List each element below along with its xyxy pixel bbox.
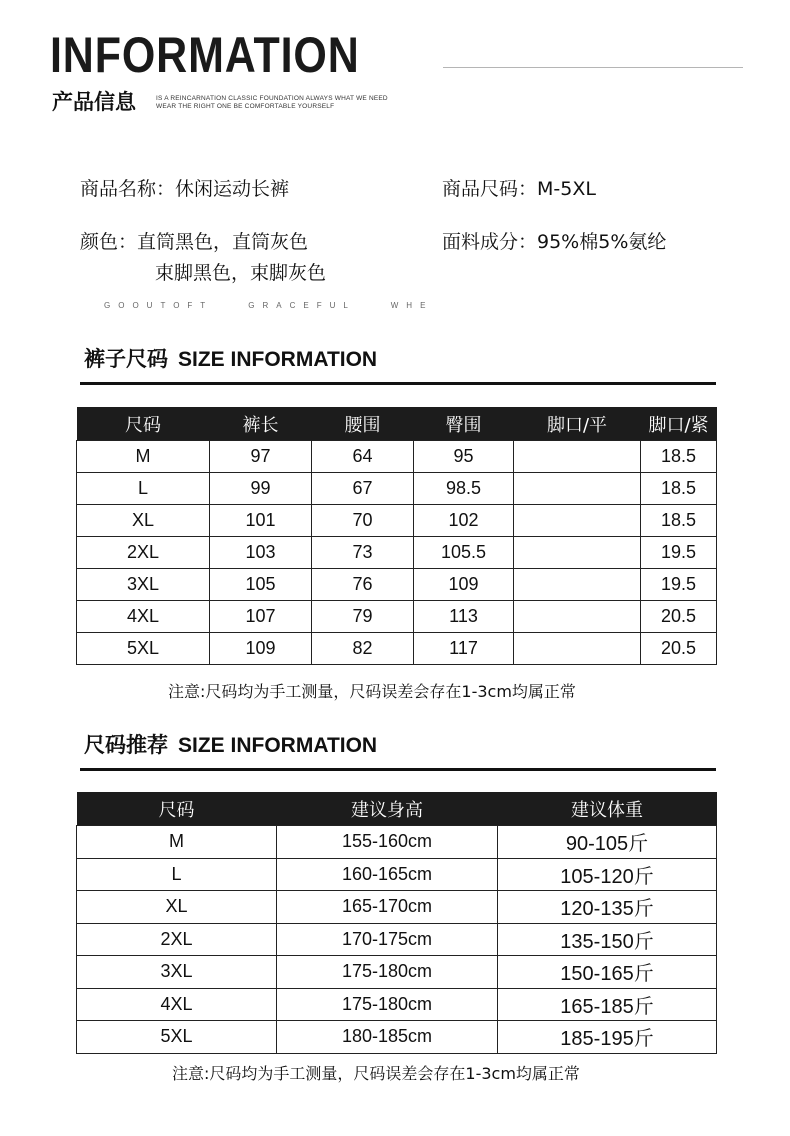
table-cell — [514, 505, 641, 537]
header-cell: 尺码 — [77, 792, 277, 826]
table-cell: 102 — [414, 505, 514, 537]
product-name: 商品名称：休闲运动长裤 — [80, 178, 290, 200]
product-material: 面料成分：95%棉5%氨纶 — [442, 231, 667, 253]
table-row — [77, 891, 717, 924]
table-cell: 113 — [414, 601, 514, 633]
table-cell: 67 — [312, 473, 414, 505]
table-cell: 185-195斤 — [498, 1021, 717, 1054]
table-cell: 155-160cm — [277, 826, 498, 859]
table-cell: 95 — [414, 441, 514, 473]
table-cell: 101 — [210, 505, 312, 537]
decorative-spaced-text: GOOUTOFT GRACEFUL WHE — [104, 301, 434, 310]
table-cell: 18.5 — [641, 473, 717, 505]
table-cell: 76 — [312, 569, 414, 601]
table-cell: XL — [77, 505, 210, 537]
table-cell: 20.5 — [641, 633, 717, 665]
table-cell: 99 — [210, 473, 312, 505]
table-row — [77, 537, 717, 569]
product-colors-line-2: 束脚黑色，束脚灰色 — [155, 262, 327, 284]
table-cell: 117 — [414, 633, 514, 665]
table-cell: 70 — [312, 505, 414, 537]
table-cell: L — [77, 858, 277, 891]
table-row — [77, 505, 717, 537]
table-cell: 165-170cm — [277, 891, 498, 924]
table-cell: L — [77, 473, 210, 505]
product-size-range: 商品尺码：M-5XL — [442, 178, 596, 200]
header-cell: 腰围 — [312, 407, 414, 441]
table-cell: 5XL — [77, 1021, 277, 1054]
size-table-title-en: SIZE INFORMATION — [178, 348, 378, 371]
table-cell: 73 — [312, 537, 414, 569]
table-row — [77, 1021, 717, 1054]
header-cell: 裤长 — [210, 407, 312, 441]
recommend-table-note: 注意:尺码均为手工测量，尺码误差会存在1-3cm均属正常 — [172, 1064, 580, 1083]
table-cell: 105-120斤 — [498, 858, 717, 891]
header-cell: 建议身高 — [277, 792, 498, 826]
recommend-table-title-en: SIZE INFORMATION — [178, 734, 378, 757]
table-cell: 2XL — [77, 923, 277, 956]
table-row — [77, 956, 717, 989]
header-cell: 脚口/紧 — [641, 407, 717, 441]
table-cell: 180-185cm — [277, 1021, 498, 1054]
header-cell: 建议体重 — [498, 792, 717, 826]
recommend-table-header-row — [77, 792, 717, 826]
header-cell: 臀围 — [414, 407, 514, 441]
table-cell: 175-180cm — [277, 988, 498, 1021]
table-cell — [514, 441, 641, 473]
table-cell: 90-105斤 — [498, 826, 717, 859]
page-title: INFORMATION — [50, 27, 360, 83]
header-divider — [443, 67, 743, 68]
size-table-header-row — [77, 407, 717, 441]
header-cell: 脚口/平 — [514, 407, 641, 441]
table-cell: 98.5 — [414, 473, 514, 505]
table-cell: 150-165斤 — [498, 956, 717, 989]
table-cell: 3XL — [77, 569, 210, 601]
table-cell: 103 — [210, 537, 312, 569]
table-cell: M — [77, 441, 210, 473]
table-cell — [514, 537, 641, 569]
table-cell: 2XL — [77, 537, 210, 569]
table-cell: 5XL — [77, 633, 210, 665]
table-cell — [514, 473, 641, 505]
table-cell: 175-180cm — [277, 956, 498, 989]
table-cell: 4XL — [77, 601, 210, 633]
table-cell: 20.5 — [641, 601, 717, 633]
table-cell: 79 — [312, 601, 414, 633]
recommend-table-title — [84, 735, 377, 756]
table-cell: 120-135斤 — [498, 891, 717, 924]
table-row — [77, 988, 717, 1021]
table-cell: 107 — [210, 601, 312, 633]
table-cell — [514, 601, 641, 633]
table-cell: 109 — [414, 569, 514, 601]
table-cell — [514, 569, 641, 601]
table-cell: 18.5 — [641, 505, 717, 537]
size-table-title — [84, 349, 377, 370]
header-cell: 尺码 — [77, 407, 210, 441]
size-table-rule — [80, 382, 716, 385]
table-cell: 4XL — [77, 988, 277, 1021]
table-cell: XL — [77, 891, 277, 924]
table-row — [77, 923, 717, 956]
table-cell: 170-175cm — [277, 923, 498, 956]
table-cell: 105.5 — [414, 537, 514, 569]
table-cell: 18.5 — [641, 441, 717, 473]
table-row — [77, 858, 717, 891]
size-table — [76, 407, 717, 665]
table-cell: M — [77, 826, 277, 859]
recommend-table-rule — [80, 768, 716, 771]
table-cell: 109 — [210, 633, 312, 665]
size-table-title-cn: 裤子尺码 — [84, 347, 168, 371]
table-row — [77, 633, 717, 665]
recommend-table — [76, 792, 717, 1054]
table-cell: 64 — [312, 441, 414, 473]
table-cell: 3XL — [77, 956, 277, 989]
table-cell: 19.5 — [641, 569, 717, 601]
table-row — [77, 441, 717, 473]
table-cell: 19.5 — [641, 537, 717, 569]
table-cell: 82 — [312, 633, 414, 665]
table-cell: 97 — [210, 441, 312, 473]
table-cell: 135-150斤 — [498, 923, 717, 956]
table-row — [77, 601, 717, 633]
product-colors-line-1: 颜色：直筒黑色，直筒灰色 — [80, 231, 309, 253]
page-subtitle-cn: 产品信息 — [52, 90, 136, 114]
table-row — [77, 569, 717, 601]
table-row — [77, 826, 717, 859]
tagline-line-1: IS A REINCARNATION CLASSIC FOUNDATION ALWAYS WHAT WE NEED — [156, 95, 388, 102]
tagline-line-2: WEAR THE RIGHT ONE BE COMFORTABLE YOURSELF — [156, 103, 335, 110]
table-row — [77, 473, 717, 505]
recommend-table-title-cn: 尺码推荐 — [84, 733, 168, 757]
table-cell — [514, 633, 641, 665]
table-cell: 160-165cm — [277, 858, 498, 891]
table-cell: 165-185斤 — [498, 988, 717, 1021]
table-cell: 105 — [210, 569, 312, 601]
size-table-note: 注意:尺码均为手工测量，尺码误差会存在1-3cm均属正常 — [168, 682, 576, 701]
